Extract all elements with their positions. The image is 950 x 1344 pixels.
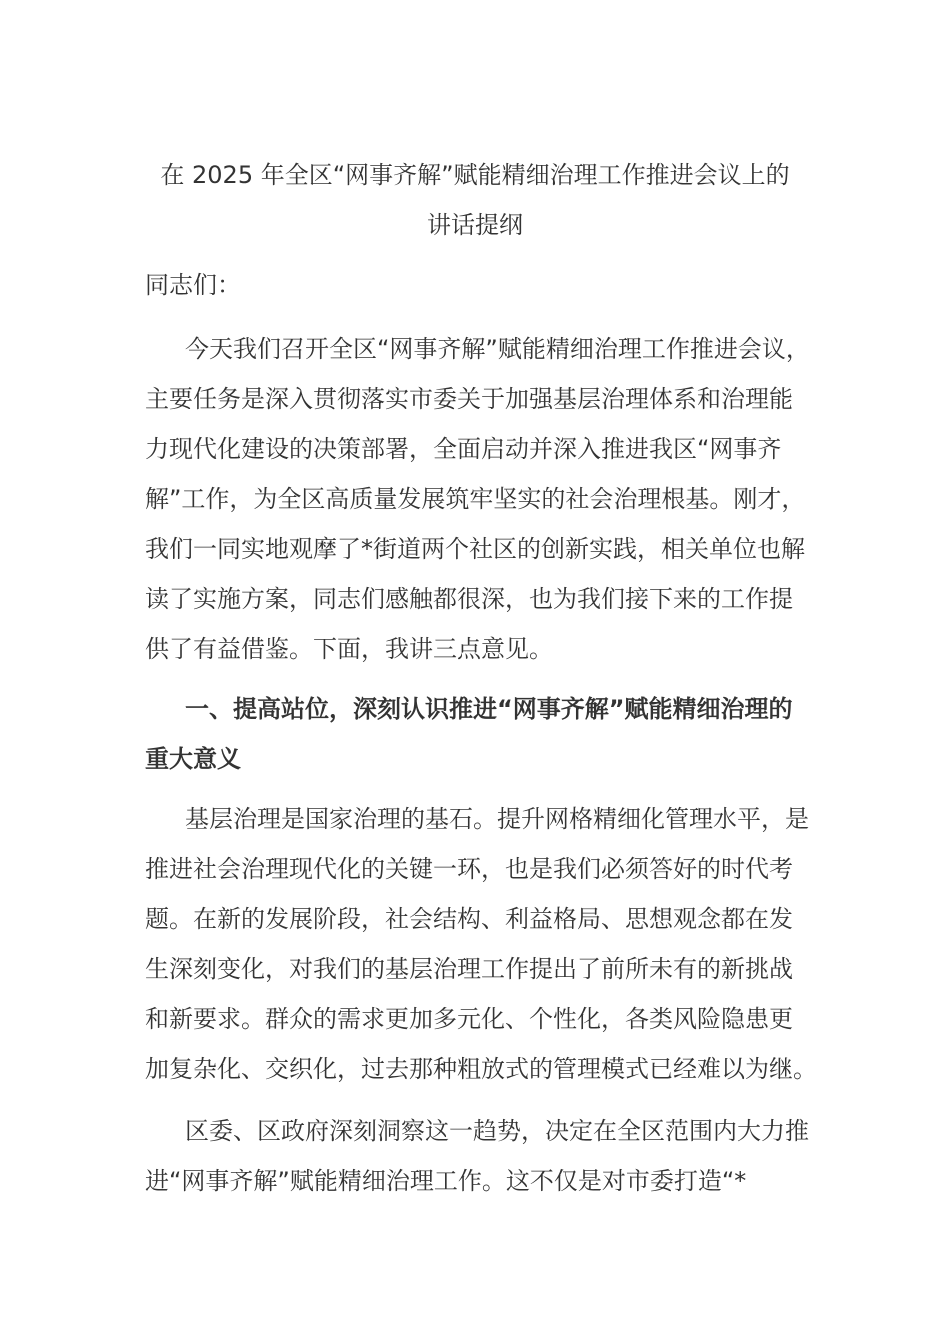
paragraph-line: 生深刻变化，对我们的基层治理工作提出了前所未有的新挑战: [145, 955, 793, 983]
salutation-text: 同志们：: [145, 271, 241, 299]
salutation: [145, 260, 805, 310]
section-heading-1: [145, 684, 805, 784]
paragraph-line: 基层治理是国家治理的基石。提升网格精细化管理水平，是: [185, 805, 809, 833]
paragraph-intro: [145, 324, 810, 674]
paragraph-line: 力现代化建设的决策部署，全面启动并深入推进我区“网事齐: [145, 435, 782, 463]
paragraph-line: 和新要求。群众的需求更加多元化、个性化，各类风险隐患更: [145, 1005, 793, 1033]
document-title-line-2: 讲话提纲: [427, 211, 523, 239]
paragraph-line: 读了实施方案，同志们感触都很深，也为我们接下来的工作提: [145, 585, 793, 613]
paragraph-decision: [145, 1106, 809, 1206]
paragraph-line: 今天我们召开全区“网事齐解”赋能精细治理工作推进会议，: [185, 335, 810, 363]
heading-line: 重大意义: [145, 745, 241, 773]
paragraph-line: 加复杂化、交织化，过去那种粗放式的管理模式已经难以为继。: [145, 1055, 817, 1083]
paragraph-line: 推进社会治理现代化的关键一环，也是我们必须答好的时代考: [145, 855, 793, 883]
paragraph-line: 解”工作，为全区高质量发展筑牢坚实的社会治理根基。刚才，: [145, 485, 806, 513]
heading-line: 一、提高站位，深刻认识推进“网事齐解”赋能精细治理的: [185, 695, 793, 723]
paragraph-line: 我们一同实地观摩了*街道两个社区的创新实践，相关单位也解: [145, 535, 805, 563]
paragraph-significance: [145, 794, 817, 1094]
paragraph-line: 题。在新的发展阶段，社会结构、利益格局、思想观念都在发: [145, 905, 793, 933]
paragraph-line: 区委、区政府深刻洞察这一趋势，决定在全区范围内大力推: [185, 1117, 809, 1145]
document-title-line-1: 在 2025 年全区“网事齐解”赋能精细治理工作推进会议上的: [160, 161, 790, 189]
paragraph-line: 进“网事齐解”赋能精细治理工作。这不仅是对市委打造“*: [145, 1167, 747, 1195]
paragraph-line: 供了有益借鉴。下面，我讲三点意见。: [145, 635, 553, 663]
paragraph-line: 主要任务是深入贯彻落实市委关于加强基层治理体系和治理能: [145, 385, 793, 413]
